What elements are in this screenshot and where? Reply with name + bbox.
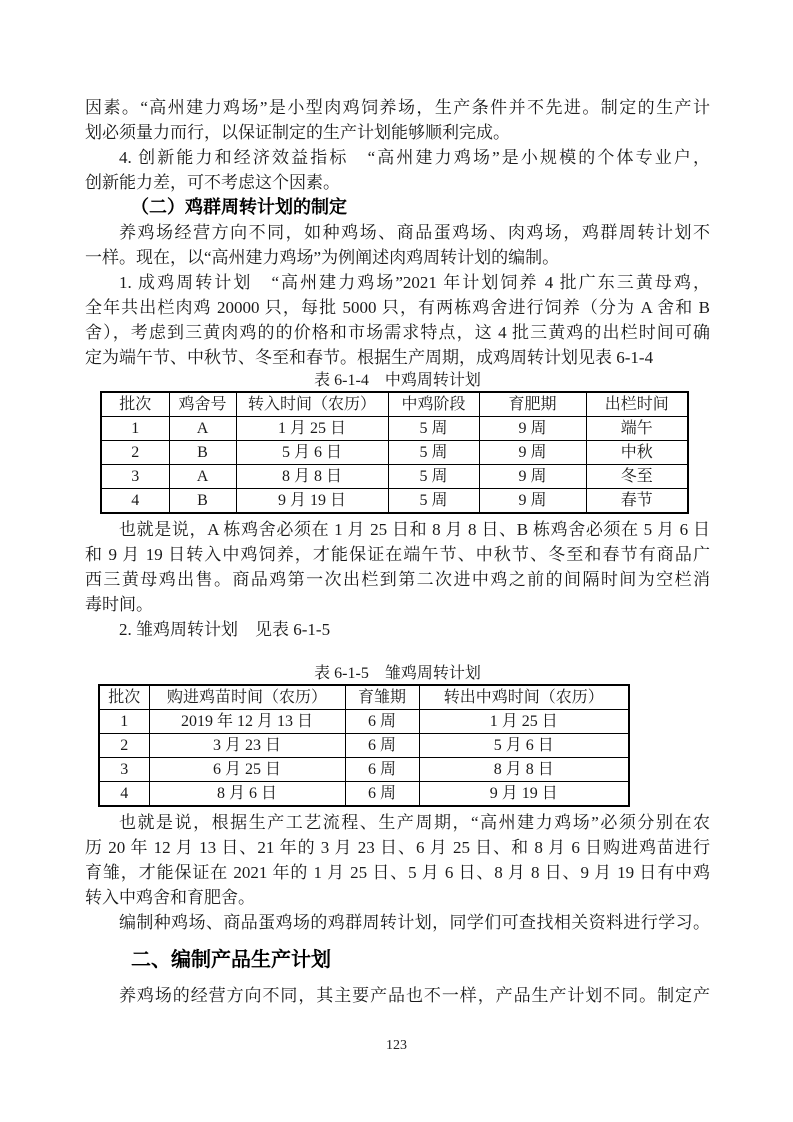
table-cell: 3 (99, 758, 149, 782)
column-header: 鸡舍号 (169, 392, 236, 417)
table-cell: 5 月 6 日 (419, 734, 629, 758)
column-header: 育雏期 (345, 685, 419, 710)
column-header: 出栏时间 (586, 392, 688, 417)
table-row (101, 441, 688, 465)
column-header: 转出中鸡时间（农历） (419, 685, 629, 710)
table-cell: 冬至 (586, 465, 688, 489)
paragraph (85, 145, 710, 195)
table-cell: 5 月 6 日 (236, 441, 388, 465)
table-cell: 2019 年 12 月 13 日 (149, 710, 345, 734)
body-text-line: 舍），考虑到三黄肉鸡的的价格和市场需求特点，这 4 批三黄鸡的出栏时间可确 (85, 323, 710, 342)
table-caption: 表 6-1-5 雏鸡周转计划 (314, 665, 481, 682)
table-header-row (99, 685, 629, 710)
body-text-line: 育雏，才能保证在 2021 年的 1 月 25 日、5 月 6 日、8 月 8 日、9 月 19 日有中鸡 (85, 863, 710, 882)
table-cell: 9 周 (479, 441, 586, 465)
column-header: 育肥期 (479, 392, 586, 417)
paragraph (85, 270, 710, 370)
table-6-1-4 (100, 391, 689, 514)
table-caption: 表 6-1-4 中鸡周转计划 (314, 372, 481, 389)
body-text-line: 历 20 年 12 月 13 日、21 年的 3 月 23 日、6 月 25 日、和 8 月 6 日购进鸡苗进行 (85, 838, 710, 857)
table-row (99, 758, 629, 782)
column-header: 批次 (99, 685, 149, 710)
table-cell: 5 周 (388, 465, 479, 489)
table-cell: 8 月 6 日 (149, 782, 345, 807)
body-text-line: 定为端午节、中秋节、冬至和春节。根据生产周期，成鸡周转计划见表 6-1-4 (85, 348, 654, 367)
paragraph (85, 95, 710, 145)
paragraph (85, 617, 710, 642)
table-cell: 9 月 19 日 (236, 489, 388, 514)
table-cell: 8 月 8 日 (236, 465, 388, 489)
body-text-line: 转入中鸡舍和育肥舍。 (85, 888, 255, 907)
table-cell: 9 周 (479, 417, 586, 441)
body-text-line: 也就是说，根据生产工艺流程、生产周期，“高州建力鸡场”必须分别在农 (119, 813, 710, 832)
table-cell: 9 周 (479, 465, 586, 489)
table-cell: B (169, 441, 236, 465)
body-text-line: 划必须量力而行，以保证制定的生产计划能够顺利完成。 (85, 123, 510, 142)
table-cell: 中秋 (586, 441, 688, 465)
table-cell: 8 月 8 日 (419, 758, 629, 782)
paragraph (85, 983, 710, 1008)
body-text-line: 全年共出栏肉鸡 20000 只，每批 5000 只，有两栋鸡舍进行饲养（分为 A 舍和 B (85, 298, 710, 317)
table-cell: A (169, 465, 236, 489)
body-text-line: 一样。现在，以“高州建力鸡场”为例阐述肉鸡周转计划的编制。 (85, 248, 560, 267)
paragraph (85, 910, 710, 935)
table-cell: 6 周 (345, 734, 419, 758)
body-text-line: 西三黄母鸡出售。商品鸡第一次出栏到第二次进中鸡之前的间隔时间为空栏消 (85, 570, 710, 589)
table-cell: 1 月 25 日 (236, 417, 388, 441)
page-number: 123 (386, 1038, 407, 1053)
table-cell: 1 (101, 417, 169, 441)
table-cell: 6 周 (345, 758, 419, 782)
table-cell: 端午 (586, 417, 688, 441)
table-cell: 6 周 (345, 710, 419, 734)
table-cell: 5 周 (388, 489, 479, 514)
table-cell: 春节 (586, 489, 688, 514)
table-row (101, 465, 688, 489)
body-text-line: 毒时间。 (85, 595, 153, 614)
table-header-row (101, 392, 688, 417)
table-cell: 1 (99, 710, 149, 734)
table-cell: 4 (101, 489, 169, 514)
table-cell: 6 月 25 日 (149, 758, 345, 782)
table-cell: 2 (101, 441, 169, 465)
table-cell: 3 (101, 465, 169, 489)
table-cell: 9 周 (479, 489, 586, 514)
body-text-line: 编制种鸡场、商品蛋鸡场的鸡群周转计划，同学们可查找相关资料进行学习。 (119, 913, 710, 932)
table-cell: 5 周 (388, 417, 479, 441)
body-text-line: 1. 成鸡周转计划 “高州建力鸡场”2021 年计划饲养 4 批广东三黄母鸡， (119, 273, 710, 292)
paragraph (85, 517, 710, 617)
table-cell: 5 周 (388, 441, 479, 465)
table-cell: 9 月 19 日 (419, 782, 629, 807)
column-header: 转入时间（农历） (236, 392, 388, 417)
section-heading: （二）鸡群周转计划的制定 (131, 197, 347, 217)
table-cell: 2 (99, 734, 149, 758)
column-header: 批次 (101, 392, 169, 417)
table-6-1-5 (98, 684, 630, 807)
table-row (99, 782, 629, 807)
body-text-line: 因素。“高州建力鸡场”是小型肉鸡饲养场，生产条件并不先进。制定的生产计 (85, 98, 710, 117)
table-cell: 6 周 (345, 782, 419, 807)
table-row (99, 710, 629, 734)
body-text-line: 也就是说，A 栋鸡舍必须在 1 月 25 日和 8 月 8 日、B 栋鸡舍必须在 5 月 6 日 (119, 520, 710, 539)
section-heading-main: 二、编制产品生产计划 (131, 949, 331, 971)
table-row (99, 734, 629, 758)
column-header: 购进鸡苗时间（农历） (149, 685, 345, 710)
body-text-line: 和 9 月 19 日转入中鸡饲养，才能保证在端午节、中秋节、冬至和春节有商品广 (85, 545, 710, 564)
body-text-line: 2. 雏鸡周转计划 见表 6-1-5 (119, 620, 331, 639)
table-cell: A (169, 417, 236, 441)
table-row (101, 417, 688, 441)
table-cell: B (169, 489, 236, 514)
table-row (101, 489, 688, 514)
paragraph (85, 220, 710, 270)
paragraph (85, 810, 710, 910)
body-text-line: 养鸡场经营方向不同，如种鸡场、商品蛋鸡场、肉鸡场，鸡群周转计划不 (119, 223, 710, 242)
table-cell: 1 月 25 日 (419, 710, 629, 734)
body-text-line: 4. 创新能力和经济效益指标 “高州建力鸡场”是小规模的个体专业户， (119, 148, 710, 167)
table-cell: 3 月 23 日 (149, 734, 345, 758)
body-text-line: 养鸡场的经营方向不同，其主要产品也不一样，产品生产计划不同。制定产 (119, 986, 710, 1005)
column-header: 中鸡阶段 (388, 392, 479, 417)
table-cell: 4 (99, 782, 149, 807)
body-text-line: 创新能力差，可不考虑这个因素。 (85, 173, 340, 192)
